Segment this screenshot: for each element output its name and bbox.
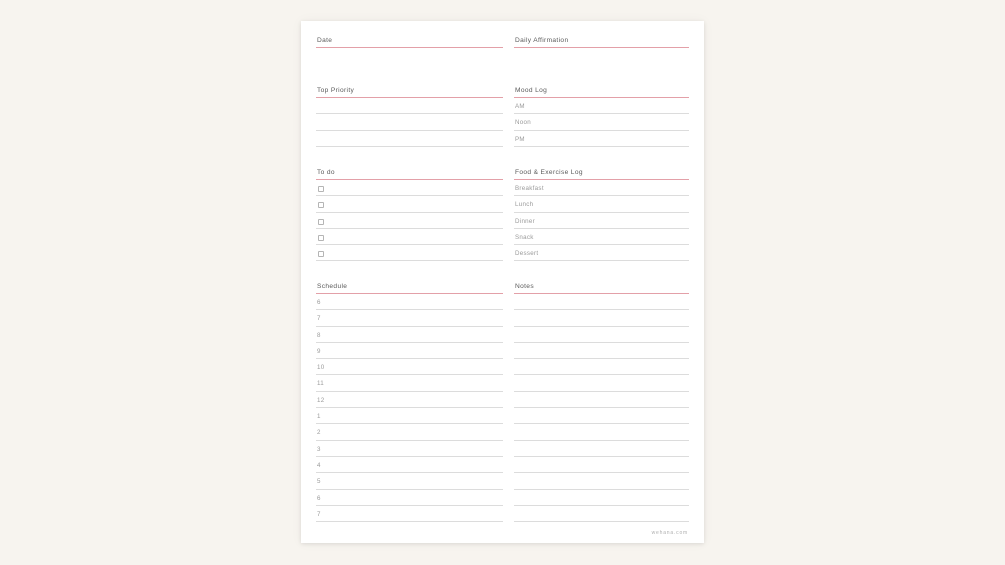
checkbox-icon[interactable] [318, 202, 324, 208]
meal-label: Dessert [515, 250, 539, 258]
affirmation-section [514, 21, 689, 48]
schedule-row[interactable] [316, 441, 503, 457]
hour-label: 1 [317, 413, 321, 421]
schedule-row[interactable] [316, 343, 503, 359]
notes-line[interactable] [514, 408, 689, 424]
hour-label: 6 [317, 494, 321, 502]
todo-section [316, 153, 503, 261]
priority-line[interactable] [316, 131, 503, 147]
mood-section [514, 71, 689, 147]
todo-row[interactable] [316, 213, 503, 229]
priority-section [316, 71, 503, 147]
date-section [316, 21, 503, 48]
schedule-row[interactable] [316, 408, 503, 424]
food-row[interactable] [514, 213, 689, 229]
schedule-row[interactable] [316, 310, 503, 326]
meal-label: Snack [515, 233, 534, 241]
hour-label: 11 [317, 380, 325, 388]
hour-label: 7 [317, 510, 321, 518]
hour-label: 8 [317, 331, 321, 339]
notes-section [514, 267, 689, 522]
schedule-row[interactable] [316, 392, 503, 408]
priority-line[interactable] [316, 98, 503, 114]
notes-line[interactable] [514, 473, 689, 489]
hour-label: 6 [317, 299, 321, 306]
schedule-row[interactable] [316, 424, 503, 440]
notes-line[interactable] [514, 359, 689, 375]
footer-brand: wehana.com [651, 530, 688, 536]
date-field[interactable]: Date [316, 21, 503, 48]
schedule-row[interactable] [316, 327, 503, 343]
hour-label: 3 [317, 445, 321, 453]
food-heading: Food & Exercise Log [514, 153, 689, 180]
checkbox-icon[interactable] [318, 251, 324, 257]
notes-line[interactable] [514, 490, 689, 506]
mood-heading: Mood Log [514, 71, 689, 98]
schedule-row[interactable] [316, 359, 503, 375]
hour-label: 10 [317, 364, 325, 372]
todo-row[interactable] [316, 245, 503, 261]
notes-line[interactable] [514, 392, 689, 408]
schedule-row[interactable] [316, 457, 503, 473]
mood-label: Noon [515, 119, 531, 127]
hour-label: 9 [317, 347, 321, 355]
todo-row[interactable] [316, 229, 503, 245]
schedule-row[interactable] [316, 294, 503, 310]
notes-line[interactable] [514, 375, 689, 391]
checkbox-icon[interactable] [318, 219, 324, 225]
food-row[interactable] [514, 196, 689, 212]
notes-line[interactable] [514, 441, 689, 457]
hour-label: 2 [317, 429, 321, 437]
checkbox-icon[interactable] [318, 235, 324, 241]
todo-row[interactable] [316, 180, 503, 196]
mood-label: PM [515, 135, 525, 143]
food-section [514, 153, 689, 261]
notes-line[interactable] [514, 424, 689, 440]
schedule-row[interactable] [316, 506, 503, 522]
schedule-row[interactable] [316, 375, 503, 391]
schedule-row[interactable] [316, 473, 503, 489]
schedule-heading: Schedule [316, 267, 503, 294]
notes-line[interactable] [514, 506, 689, 522]
notes-line[interactable] [514, 327, 689, 343]
todo-row[interactable] [316, 196, 503, 212]
priority-line[interactable] [316, 114, 503, 130]
notes-line[interactable] [514, 294, 689, 310]
hour-label: 5 [317, 478, 321, 486]
notes-line[interactable] [514, 457, 689, 473]
mood-label: AM [515, 103, 525, 110]
hour-label: 7 [317, 315, 321, 323]
mood-row[interactable] [514, 98, 689, 114]
mood-row[interactable] [514, 114, 689, 130]
checkbox-icon[interactable] [318, 186, 324, 192]
hour-label: 12 [317, 396, 325, 404]
schedule-row[interactable] [316, 490, 503, 506]
food-row[interactable] [514, 245, 689, 261]
meal-label: Dinner [515, 217, 536, 225]
schedule-section [316, 267, 503, 522]
meal-label: Lunch [515, 201, 534, 209]
planner-sheet [301, 21, 704, 543]
mood-row[interactable] [514, 131, 689, 147]
affirmation-field[interactable]: Daily Affirmation [514, 21, 689, 48]
todo-heading: To do [316, 153, 503, 180]
notes-line[interactable] [514, 310, 689, 326]
priority-heading: Top Priority [316, 71, 503, 98]
hour-label: 4 [317, 461, 321, 469]
food-row[interactable] [514, 180, 689, 196]
meal-label: Breakfast [515, 185, 544, 192]
notes-heading: Notes [514, 267, 689, 294]
food-row[interactable] [514, 229, 689, 245]
notes-line[interactable] [514, 343, 689, 359]
